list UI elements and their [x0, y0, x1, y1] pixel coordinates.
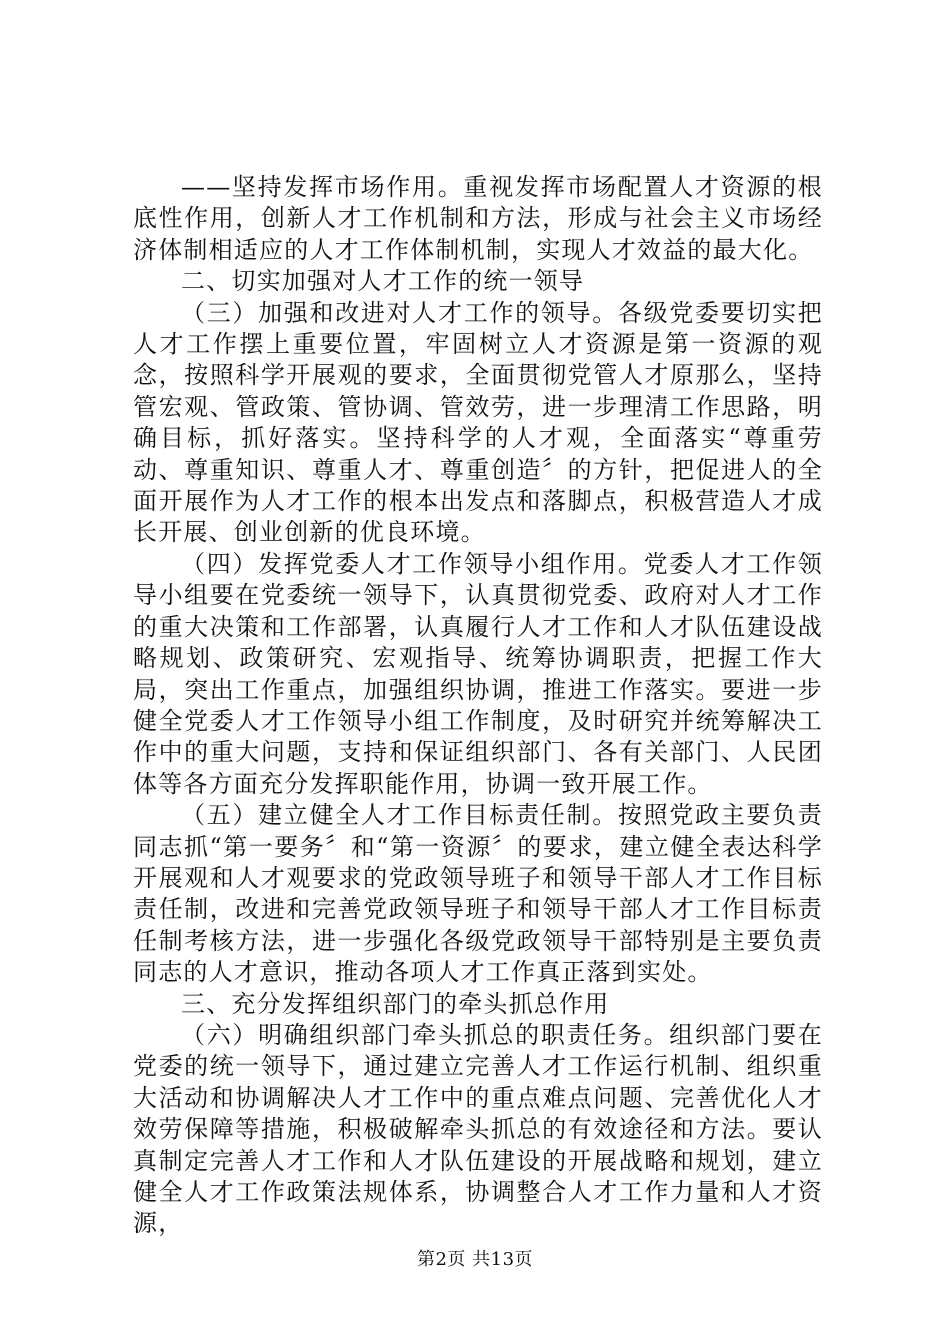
section-heading-3: 三、充分发挥组织部门的牵头抓总作用 — [181, 989, 610, 1018]
page-number-footer: 第2页 共13页 — [416, 1249, 534, 1270]
paragraph-3: （三）加强和改进对人才工作的领导。各级党委要切实把人才工作摆上重要位置，牢固树立人才资源是第一资源的观念，按照科学开展观的要求，全面贯彻党管人才原那么，坚持管宏观、管政策、管协调、管效劳，进一步理清工作思路，明确目标，抓好落实。坚持科学的人才观，全面落实“尊重劳动、尊重知识、尊重人才、尊重创造〞的方针，把促进人的全面开展作为人才工作的根本出发点和落脚点，积极营造人才成长开展、创业创新的优良环境。 — [133, 298, 823, 547]
paragraph-6: （六）明确组织部门牵头抓总的职责任务。组织部门要在党委的统一领导下，通过建立完善人才工作运行机制、组织重大活动和协调解决人才工作中的重点难点问题、完善优化人才效劳保障等措施，积极破解牵头抓总的有效途径和方法。要认真制定完善人才工作和人才队伍建设的开展战略和规划，建立健全人才工作政策法规体系，协调整合人才工作力量和人才资源， — [133, 1020, 823, 1238]
paragraph-5: （五）建立健全人才工作目标责任制。按照党政主要负责同志抓“第一要务〞和“第一资源〞的要求，建立健全表达科学开展观和人才观要求的党政领导班子和领导干部人才工作目标责任制，改进和完善党政领导班子和领导干部人才工作目标责任制考核方法，进一步强化各级党政领导干部特别是主要负责同志的人才意识，推动各项人才工作真正落到实处。 — [133, 801, 823, 987]
paragraph-4: （四）发挥党委人才工作领导小组作用。党委人才工作领导小组要在党委统一领导下，认真贯彻党委、政府对人才工作的重大决策和工作部署，认真履行人才工作和人才队伍建设战略规划、政策研究、宏观指导、统筹协调职责，把握工作大局，突出工作重点，加强组织协调，推进工作落实。要进一步健全党委人才工作领导小组工作制度，及时研究并统筹解决工作中的重大问题，支持和保证组织部门、各有关部门、人民团体等各方面充分发挥职能作用，协调一致开展工作。 — [133, 549, 823, 798]
section-heading-2: 二、切实加强对人才工作的统一领导 — [181, 267, 585, 296]
document-body — [133, 172, 823, 1240]
paragraph-market-role: ——坚持发挥市场作用。重视发挥市场配置人才资源的根底性作用，创新人才工作机制和方法，形成与社会主义市场经济体制相适应的人才工作体制机制，实现人才效益的最大化。 — [133, 173, 823, 264]
